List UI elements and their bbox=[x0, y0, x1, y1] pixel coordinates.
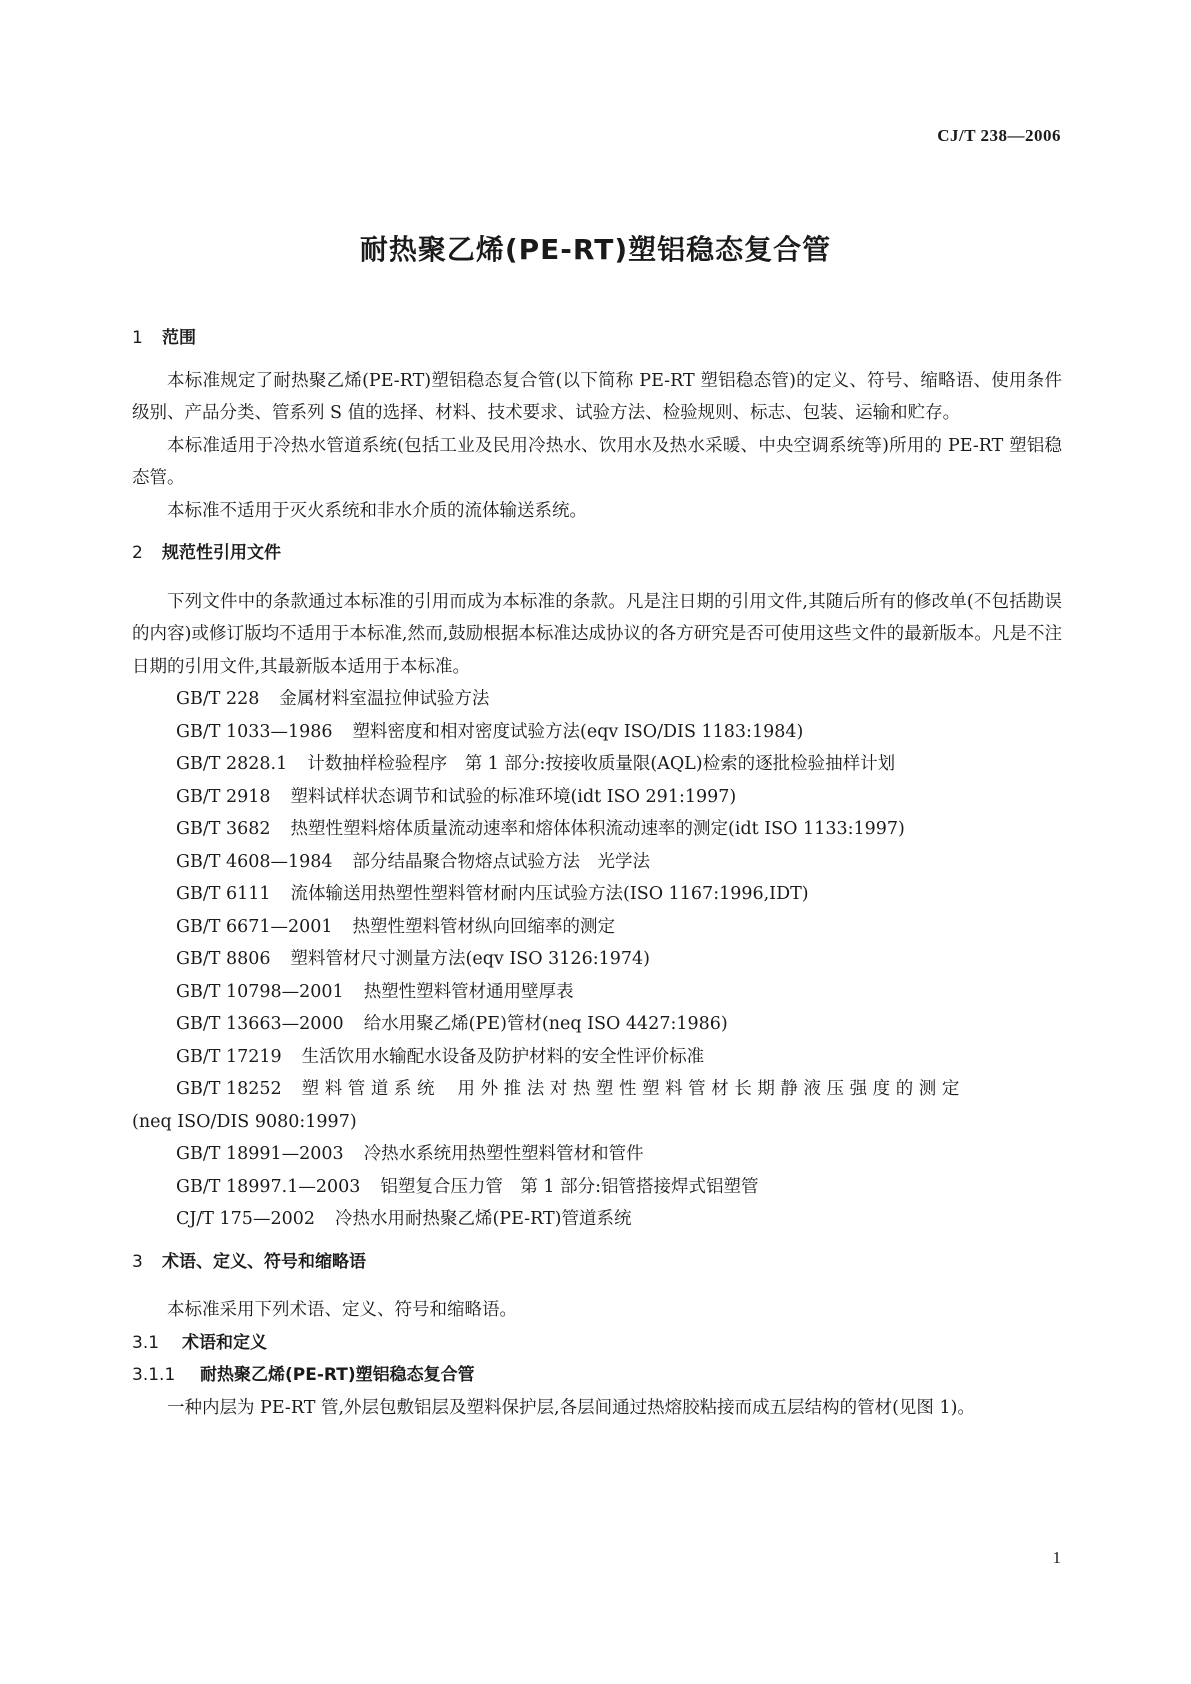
section-number: 2 bbox=[132, 543, 143, 563]
reference-title: 计数抽样检验程序 第 1 部分:按接收质量限(AQL)检索的逐批检验抽样计划 bbox=[307, 754, 896, 774]
reference-title: 塑料管材尺寸测量方法(eqv ISO 3126:1974) bbox=[290, 949, 650, 969]
reference-code: GB/T 4608—1984 bbox=[176, 851, 333, 872]
subsection-3-1-1-heading bbox=[132, 1359, 1062, 1392]
subsection-number: 3.1 bbox=[132, 1332, 160, 1353]
reference-code: GB/T 3682 bbox=[176, 819, 271, 839]
reference-code: GB/T 2828.1 bbox=[176, 754, 288, 774]
reference-item bbox=[132, 943, 1062, 976]
subsection-3-1-heading bbox=[132, 1327, 1062, 1360]
reference-code: GB/T 18252 bbox=[176, 1079, 282, 1099]
reference-title: 塑料试样状态调节和试验的标准环境(idt ISO 291:1997) bbox=[290, 786, 737, 807]
document-title: 耐热聚乙烯(PE-RT)塑铝稳态复合管 bbox=[359, 233, 832, 266]
reference-item bbox=[132, 716, 1062, 749]
reference-item bbox=[132, 1008, 1062, 1041]
subsection-title: 术语和定义 bbox=[182, 1332, 267, 1353]
reference-code: GB/T 17219 bbox=[176, 1046, 282, 1067]
reference-item bbox=[132, 813, 1062, 846]
reference-title: 流体输送用热塑性塑料管材耐内压试验方法(ISO 1167:1996,IDT) bbox=[290, 884, 809, 904]
reference-item bbox=[132, 781, 1062, 814]
section-3-heading bbox=[132, 1246, 1062, 1279]
reference-item bbox=[132, 1073, 1062, 1106]
reference-item bbox=[132, 878, 1062, 911]
reference-title: 塑料密度和相对密度试验方法(eqv ISO/DIS 1183:1984) bbox=[352, 721, 804, 742]
reference-item bbox=[132, 1171, 1062, 1204]
reference-title: 部分结晶聚合物熔点试验方法 光学法 bbox=[352, 851, 651, 872]
reference-title: 塑 料 管 道 系 统 用 外 推 法 对 热 塑 性 塑 料 管 材 长 期 静 液 压 强 度 的 测 定 bbox=[301, 1079, 960, 1099]
reference-item bbox=[132, 1041, 1062, 1074]
reference-code: GB/T 2918 bbox=[176, 786, 271, 807]
paragraph: 本标准规定了耐热聚乙烯(PE-RT)塑铝稳态复合管(以下简称 PE-RT 塑铝稳态管)的定义、符号、缩略语、使用条件级别、产品分类、管系列 S 值的选择、材料、技术要求、试验方法、检验规则、标志、包装、运输和贮存。 bbox=[132, 370, 1062, 423]
reference-code: CJ/T 175—2002 bbox=[176, 1209, 315, 1229]
section-title: 规范性引用文件 bbox=[162, 543, 281, 563]
reference-title: 冷热水用耐热聚乙烯(PE-RT)管道系统 bbox=[334, 1209, 632, 1229]
subsection-number: 3.1.1 bbox=[132, 1365, 176, 1385]
reference-code: GB/T 6671—2001 bbox=[176, 916, 333, 937]
reference-item bbox=[132, 683, 1062, 716]
paragraph: 本标准采用下列术语、定义、符号和缩略语。 bbox=[167, 1300, 517, 1320]
paragraph: 本标准适用于冷热水管道系统(包括工业及民用冷热水、饮用水及热水采暖、中央空调系统等)所用的 PE-RT 塑铝稳态管。 bbox=[132, 435, 1062, 488]
reference-title: 热塑性塑料熔体质量流动速率和熔体体积流动速率的测定(idt ISO 1133:1997) bbox=[290, 819, 905, 839]
reference-code: GB/T 18991—2003 bbox=[176, 1144, 344, 1164]
reference-continuation: (neq ISO/DIS 9080:1997) bbox=[132, 1111, 357, 1132]
section-1-heading bbox=[132, 322, 1062, 355]
subsection-title: 耐热聚乙烯(PE-RT)塑铝稳态复合管 bbox=[200, 1365, 475, 1385]
section-number: 1 bbox=[132, 328, 143, 348]
reference-item bbox=[132, 846, 1062, 879]
reference-code: GB/T 8806 bbox=[176, 949, 271, 969]
section-title: 术语、定义、符号和缩略语 bbox=[162, 1251, 366, 1272]
reference-item bbox=[132, 748, 1062, 781]
paragraph: 一种内层为 PE-RT 管,外层包敷铝层及塑料保护层,各层间通过热熔胶粘接而成五层结构的管材(见图 1)。 bbox=[167, 1397, 975, 1418]
standard-code: CJ/T 238—2006 bbox=[937, 126, 1061, 145]
reference-title: 生活饮用水输配水设备及防护材料的安全性评价标准 bbox=[301, 1046, 705, 1067]
reference-title: 金属材料室温拉伸试验方法 bbox=[279, 689, 490, 709]
section-title: 范围 bbox=[162, 328, 196, 348]
reference-item bbox=[132, 911, 1062, 944]
document-body bbox=[132, 322, 1062, 1424]
reference-code: GB/T 6111 bbox=[176, 884, 271, 904]
reference-code: GB/T 1033—1986 bbox=[176, 721, 333, 742]
reference-title: 热塑性塑料管材纵向回缩率的测定 bbox=[352, 916, 616, 937]
reference-title: 铝塑复合压力管 第 1 部分:铝管搭接焊式铝塑管 bbox=[380, 1176, 759, 1197]
reference-item bbox=[132, 976, 1062, 1009]
reference-item bbox=[132, 1203, 1062, 1236]
reference-title: 给水用聚乙烯(PE)管材(neq ISO 4427:1986) bbox=[363, 1014, 728, 1034]
reference-title: 热塑性塑料管材通用壁厚表 bbox=[363, 981, 574, 1002]
section-number: 3 bbox=[132, 1251, 143, 1272]
reference-code: GB/T 13663—2000 bbox=[176, 1014, 344, 1034]
reference-item bbox=[132, 1138, 1062, 1171]
reference-title: 冷热水系统用热塑性塑料管材和管件 bbox=[363, 1144, 644, 1164]
paragraph: 本标准不适用于灭火系统和非水介质的流体输送系统。 bbox=[167, 500, 587, 521]
page-number: 1 bbox=[1052, 1548, 1061, 1567]
reference-code: GB/T 10798—2001 bbox=[176, 981, 344, 1002]
reference-code: GB/T 18997.1—2003 bbox=[176, 1176, 361, 1197]
reference-code: GB/T 228 bbox=[176, 689, 260, 709]
section-2-heading bbox=[132, 537, 1062, 570]
paragraph: 下列文件中的条款通过本标准的引用而成为本标准的条款。凡是注日期的引用文件,其随后所有的修改单(不包括勘误的内容)或修订版均不适用于本标准,然而,鼓励根据本标准达成协议的各方研究是否可使用这些文件的最新版本。凡是不注日期的引用文件,其最新版本适用于本标准。 bbox=[132, 591, 1062, 677]
